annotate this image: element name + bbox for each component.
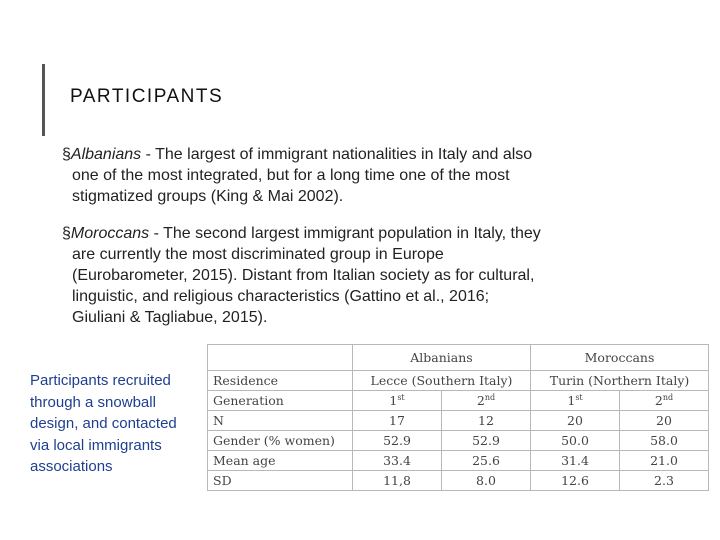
table-cell: 33.4 xyxy=(353,451,442,471)
table-row-generation xyxy=(208,391,709,411)
table-cell: 25.6 xyxy=(442,451,531,471)
bullet-text: Giuliani & Tagliabue, 2015). xyxy=(72,309,268,326)
table-header-row xyxy=(208,345,709,371)
table-cell: 11,8 xyxy=(353,471,442,491)
table-cell: 8.0 xyxy=(442,471,531,491)
table-cell: 31.4 xyxy=(531,451,620,471)
table-cell: 1st xyxy=(531,391,620,411)
row-label: Gender (% women) xyxy=(208,431,353,451)
table-cell: 17 xyxy=(353,411,442,431)
row-label: Mean age xyxy=(208,451,353,471)
bullet-text: stigmatized groups (King & Mai 2002). xyxy=(72,188,344,205)
row-label: SD xyxy=(208,471,353,491)
side-note: Participants recruited through a snowball design, and contacted via local immigrants associations xyxy=(30,372,177,475)
table-cell: 52.9 xyxy=(353,431,442,451)
table-cell: 21.0 xyxy=(620,451,709,471)
participants-table xyxy=(207,344,709,491)
table-row-gender xyxy=(208,431,709,451)
table-cell: 50.0 xyxy=(531,431,620,451)
table-row-sd xyxy=(208,471,709,491)
table-row-residence xyxy=(208,371,709,391)
table-cell: 20 xyxy=(620,411,709,431)
bullet-marker: § xyxy=(62,146,71,163)
bullet-albanians xyxy=(62,144,682,207)
table-cell: Turin (Northern Italy) xyxy=(531,371,709,391)
table-cell: 20 xyxy=(531,411,620,431)
group-header-albanians: Albanians xyxy=(353,345,531,371)
slide-title: PARTICIPANTS xyxy=(70,86,224,107)
table-cell: 12 xyxy=(442,411,531,431)
row-label: N xyxy=(208,411,353,431)
table-cell: 1st xyxy=(353,391,442,411)
table-corner-cell xyxy=(208,345,353,371)
bullet-marker: § xyxy=(62,225,71,242)
group-header-moroccans: Moroccans xyxy=(531,345,709,371)
bullet-text: linguistic, and religious characteristics (Gattino et al., 2016; xyxy=(72,288,490,305)
bullet-text: - The second largest immigrant population in Italy, they xyxy=(149,225,541,242)
row-label: Residence xyxy=(208,371,353,391)
bullet-text: one of the most integrated, but for a long time one of the most xyxy=(72,167,510,184)
bullet-text: are currently the most discriminated group in Europe xyxy=(72,246,444,263)
bullet-moroccans xyxy=(62,223,682,328)
table-cell: 52.9 xyxy=(442,431,531,451)
table-cell: 2nd xyxy=(442,391,531,411)
table-cell: 58.0 xyxy=(620,431,709,451)
bullet-text: (Eurobarometer, 2015). Distant from Italian society as for cultural, xyxy=(72,267,535,284)
bullet-emphasis: Moroccans xyxy=(70,225,150,242)
table-cell: 2nd xyxy=(620,391,709,411)
table-cell: Lecce (Southern Italy) xyxy=(353,371,531,391)
table-cell: 12.6 xyxy=(531,471,620,491)
accent-bar xyxy=(42,64,45,136)
row-label: Generation xyxy=(208,391,353,411)
table-cell: 2.3 xyxy=(620,471,709,491)
table-row-n xyxy=(208,411,709,431)
bullet-emphasis: Albanians xyxy=(70,146,142,163)
bullet-text: - The largest of immigrant nationalities in Italy and also xyxy=(141,146,533,163)
table-row-mean-age xyxy=(208,451,709,471)
